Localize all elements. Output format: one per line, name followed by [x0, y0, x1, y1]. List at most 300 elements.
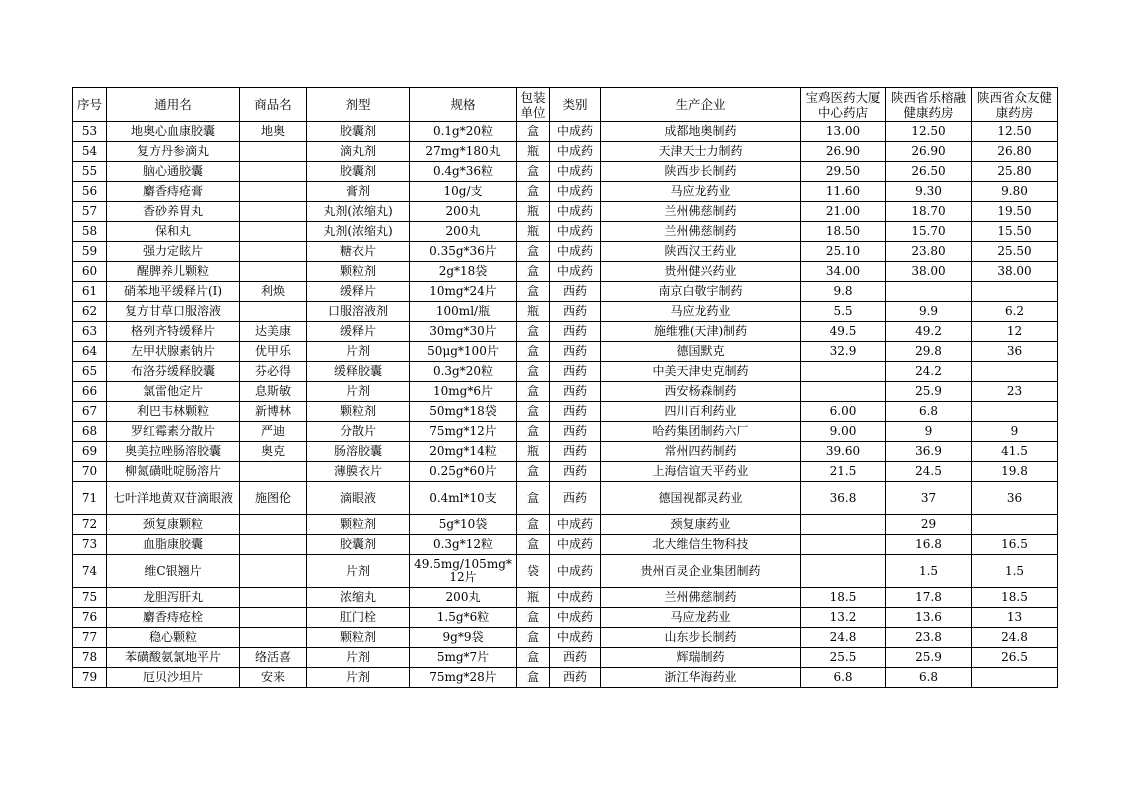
cell-category: 西药 — [550, 302, 601, 322]
cell-price-baoji: 9.8 — [801, 282, 886, 302]
cell-price-baoji: 18.5 — [801, 588, 886, 608]
cell-price-lerongrong: 38.00 — [886, 262, 972, 282]
col-header-specification: 规格 — [410, 88, 517, 122]
cell-price-zhongyou: 13 — [972, 608, 1058, 628]
cell-price-lerongrong: 24.5 — [886, 462, 972, 482]
cell-specification: 5g*10袋 — [410, 515, 517, 535]
cell-price-baoji: 5.5 — [801, 302, 886, 322]
cell-category: 中成药 — [550, 162, 601, 182]
cell-price-zhongyou: 36 — [972, 482, 1058, 515]
cell-dosage-form: 缓释片 — [307, 322, 410, 342]
cell-price-lerongrong: 25.9 — [886, 382, 972, 402]
cell-price-baoji: 11.60 — [801, 182, 886, 202]
cell-brand-name — [240, 608, 307, 628]
cell-category: 西药 — [550, 668, 601, 688]
price-table — [72, 87, 1058, 688]
cell-brand-name: 达美康 — [240, 322, 307, 342]
cell-price-zhongyou — [972, 668, 1058, 688]
cell-dosage-form: 片剂 — [307, 382, 410, 402]
cell-index: 76 — [73, 608, 107, 628]
table-row — [73, 342, 1058, 362]
cell-price-baoji: 13.2 — [801, 608, 886, 628]
cell-category: 中成药 — [550, 142, 601, 162]
cell-generic-name: 醒脾养儿颗粒 — [107, 262, 240, 282]
cell-brand-name — [240, 162, 307, 182]
cell-price-zhongyou: 9.80 — [972, 182, 1058, 202]
cell-package-unit: 盒 — [517, 402, 550, 422]
cell-specification: 0.3g*20粒 — [410, 362, 517, 382]
cell-manufacturer: 德国视都灵药业 — [601, 482, 801, 515]
table-row — [73, 648, 1058, 668]
table-row — [73, 608, 1058, 628]
cell-price-lerongrong: 24.2 — [886, 362, 972, 382]
cell-price-baoji: 18.50 — [801, 222, 886, 242]
cell-price-lerongrong: 29.8 — [886, 342, 972, 362]
cell-generic-name: 龙胆泻肝丸 — [107, 588, 240, 608]
table-row — [73, 302, 1058, 322]
cell-specification: 200丸 — [410, 202, 517, 222]
table-row — [73, 382, 1058, 402]
cell-price-zhongyou: 41.5 — [972, 442, 1058, 462]
col-header-pharmacy-lerongrong: 陕西省乐榕融健康药房 — [886, 88, 972, 122]
cell-brand-name: 奥克 — [240, 442, 307, 462]
cell-price-zhongyou: 25.50 — [972, 242, 1058, 262]
cell-manufacturer: 山东步长制药 — [601, 628, 801, 648]
cell-price-zhongyou: 12 — [972, 322, 1058, 342]
col-header-dosage-form: 剂型 — [307, 88, 410, 122]
cell-manufacturer: 南京白敬宇制药 — [601, 282, 801, 302]
table-row — [73, 462, 1058, 482]
cell-dosage-form: 胶囊剂 — [307, 122, 410, 142]
cell-category: 西药 — [550, 648, 601, 668]
cell-brand-name: 新博林 — [240, 402, 307, 422]
cell-specification: 1.5g*6粒 — [410, 608, 517, 628]
cell-manufacturer: 兰州佛慈制药 — [601, 222, 801, 242]
cell-index: 70 — [73, 462, 107, 482]
cell-manufacturer: 马应龙药业 — [601, 608, 801, 628]
cell-index: 63 — [73, 322, 107, 342]
cell-package-unit: 盒 — [517, 462, 550, 482]
cell-index: 74 — [73, 555, 107, 588]
cell-category: 中成药 — [550, 262, 601, 282]
cell-price-lerongrong: 16.8 — [886, 535, 972, 555]
cell-price-zhongyou: 12.50 — [972, 122, 1058, 142]
table-row — [73, 482, 1058, 515]
cell-dosage-form: 片剂 — [307, 342, 410, 362]
cell-price-zhongyou: 25.80 — [972, 162, 1058, 182]
cell-index: 69 — [73, 442, 107, 462]
cell-manufacturer: 兰州佛慈制药 — [601, 202, 801, 222]
cell-package-unit: 盒 — [517, 322, 550, 342]
cell-package-unit: 瓶 — [517, 588, 550, 608]
table-row — [73, 402, 1058, 422]
cell-dosage-form: 薄膜衣片 — [307, 462, 410, 482]
col-header-brand-name: 商品名 — [240, 88, 307, 122]
cell-index: 77 — [73, 628, 107, 648]
cell-generic-name: 麝香痔疮膏 — [107, 182, 240, 202]
cell-generic-name: 苯磺酸氨氯地平片 — [107, 648, 240, 668]
cell-price-lerongrong: 26.90 — [886, 142, 972, 162]
table-row — [73, 628, 1058, 648]
cell-price-baoji: 25.5 — [801, 648, 886, 668]
table-row — [73, 122, 1058, 142]
cell-brand-name — [240, 302, 307, 322]
cell-index: 58 — [73, 222, 107, 242]
cell-brand-name: 芬必得 — [240, 362, 307, 382]
cell-price-lerongrong: 6.8 — [886, 668, 972, 688]
cell-price-lerongrong: 1.5 — [886, 555, 972, 588]
cell-generic-name: 氯雷他定片 — [107, 382, 240, 402]
cell-category: 西药 — [550, 362, 601, 382]
cell-price-lerongrong: 49.2 — [886, 322, 972, 342]
cell-package-unit: 盒 — [517, 648, 550, 668]
cell-specification: 10mg*24片 — [410, 282, 517, 302]
cell-specification: 0.4ml*10支 — [410, 482, 517, 515]
cell-specification: 9g*9袋 — [410, 628, 517, 648]
cell-dosage-form: 丸剂(浓缩丸) — [307, 202, 410, 222]
cell-brand-name — [240, 628, 307, 648]
cell-generic-name: 颈复康颗粒 — [107, 515, 240, 535]
cell-price-baoji: 21.5 — [801, 462, 886, 482]
cell-price-zhongyou: 18.5 — [972, 588, 1058, 608]
cell-specification: 100ml/瓶 — [410, 302, 517, 322]
cell-generic-name: 厄贝沙坦片 — [107, 668, 240, 688]
cell-brand-name: 利焕 — [240, 282, 307, 302]
cell-dosage-form: 颗粒剂 — [307, 262, 410, 282]
cell-manufacturer: 施维雅(天津)制药 — [601, 322, 801, 342]
cell-specification: 2g*18袋 — [410, 262, 517, 282]
header-row — [73, 88, 1058, 122]
cell-package-unit: 盒 — [517, 342, 550, 362]
cell-dosage-form: 肠溶胶囊 — [307, 442, 410, 462]
cell-price-lerongrong: 6.8 — [886, 402, 972, 422]
cell-category: 中成药 — [550, 628, 601, 648]
cell-manufacturer: 浙江华海药业 — [601, 668, 801, 688]
cell-category: 中成药 — [550, 555, 601, 588]
col-header-category: 类别 — [550, 88, 601, 122]
cell-index: 66 — [73, 382, 107, 402]
cell-price-baoji: 9.00 — [801, 422, 886, 442]
table-row — [73, 262, 1058, 282]
cell-category: 中成药 — [550, 608, 601, 628]
cell-package-unit: 瓶 — [517, 222, 550, 242]
cell-dosage-form: 糖衣片 — [307, 242, 410, 262]
cell-manufacturer: 马应龙药业 — [601, 182, 801, 202]
cell-manufacturer: 西安杨森制药 — [601, 382, 801, 402]
table-row — [73, 515, 1058, 535]
cell-dosage-form: 滴丸剂 — [307, 142, 410, 162]
cell-dosage-form: 颗粒剂 — [307, 515, 410, 535]
col-header-pharmacy-zhongyou: 陕西省众友健康药房 — [972, 88, 1058, 122]
cell-brand-name — [240, 535, 307, 555]
cell-price-baoji: 32.9 — [801, 342, 886, 362]
cell-brand-name — [240, 588, 307, 608]
cell-generic-name: 脑心通胶囊 — [107, 162, 240, 182]
cell-manufacturer: 颈复康药业 — [601, 515, 801, 535]
col-header-index: 序号 — [73, 88, 107, 122]
cell-price-lerongrong — [886, 282, 972, 302]
cell-category: 西药 — [550, 462, 601, 482]
cell-price-zhongyou: 26.80 — [972, 142, 1058, 162]
cell-specification: 0.25g*60片 — [410, 462, 517, 482]
cell-generic-name: 罗红霉素分散片 — [107, 422, 240, 442]
cell-package-unit: 盒 — [517, 515, 550, 535]
cell-dosage-form: 肛门栓 — [307, 608, 410, 628]
cell-price-lerongrong: 9.30 — [886, 182, 972, 202]
cell-brand-name: 安来 — [240, 668, 307, 688]
cell-index: 65 — [73, 362, 107, 382]
cell-dosage-form: 颗粒剂 — [307, 402, 410, 422]
cell-price-baoji: 34.00 — [801, 262, 886, 282]
cell-dosage-form: 口服溶液剂 — [307, 302, 410, 322]
cell-price-zhongyou: 19.50 — [972, 202, 1058, 222]
table-row — [73, 442, 1058, 462]
cell-price-zhongyou — [972, 402, 1058, 422]
cell-package-unit: 盒 — [517, 122, 550, 142]
cell-price-baoji — [801, 535, 886, 555]
cell-package-unit: 盒 — [517, 482, 550, 515]
cell-category: 中成药 — [550, 182, 601, 202]
cell-index: 71 — [73, 482, 107, 515]
cell-price-baoji — [801, 362, 886, 382]
cell-generic-name: 稳心颗粒 — [107, 628, 240, 648]
cell-generic-name: 硝苯地平缓释片(Ⅰ) — [107, 282, 240, 302]
cell-manufacturer: 天津天士力制药 — [601, 142, 801, 162]
table-row — [73, 668, 1058, 688]
cell-price-lerongrong: 26.50 — [886, 162, 972, 182]
cell-brand-name: 络活喜 — [240, 648, 307, 668]
cell-price-baoji: 6.00 — [801, 402, 886, 422]
cell-generic-name: 保和丸 — [107, 222, 240, 242]
cell-dosage-form: 缓释胶囊 — [307, 362, 410, 382]
cell-manufacturer: 哈药集团制药六厂 — [601, 422, 801, 442]
cell-package-unit: 盒 — [517, 242, 550, 262]
cell-price-lerongrong: 12.50 — [886, 122, 972, 142]
cell-brand-name: 息斯敏 — [240, 382, 307, 402]
cell-price-zhongyou: 26.5 — [972, 648, 1058, 668]
cell-brand-name — [240, 515, 307, 535]
cell-generic-name: 香砂养胃丸 — [107, 202, 240, 222]
cell-index: 56 — [73, 182, 107, 202]
cell-price-baoji: 25.10 — [801, 242, 886, 262]
cell-manufacturer: 辉瑞制药 — [601, 648, 801, 668]
cell-package-unit: 盒 — [517, 162, 550, 182]
cell-package-unit: 盒 — [517, 262, 550, 282]
cell-brand-name — [240, 142, 307, 162]
cell-price-zhongyou — [972, 282, 1058, 302]
cell-specification: 49.5mg/105mg*12片 — [410, 555, 517, 588]
cell-specification: 75mg*12片 — [410, 422, 517, 442]
cell-price-lerongrong: 25.9 — [886, 648, 972, 668]
cell-specification: 0.3g*12粒 — [410, 535, 517, 555]
cell-price-zhongyou: 9 — [972, 422, 1058, 442]
cell-dosage-form: 缓释片 — [307, 282, 410, 302]
table-row — [73, 362, 1058, 382]
cell-index: 72 — [73, 515, 107, 535]
cell-specification: 10g/支 — [410, 182, 517, 202]
cell-package-unit: 瓶 — [517, 142, 550, 162]
cell-category: 中成药 — [550, 122, 601, 142]
cell-dosage-form: 颗粒剂 — [307, 628, 410, 648]
cell-generic-name: 复方甘草口服溶液 — [107, 302, 240, 322]
cell-category: 西药 — [550, 422, 601, 442]
cell-category: 中成药 — [550, 535, 601, 555]
cell-price-baoji: 39.60 — [801, 442, 886, 462]
cell-price-lerongrong: 9 — [886, 422, 972, 442]
cell-category: 西药 — [550, 482, 601, 515]
cell-package-unit: 盒 — [517, 382, 550, 402]
cell-brand-name — [240, 262, 307, 282]
cell-price-zhongyou: 38.00 — [972, 262, 1058, 282]
cell-brand-name — [240, 182, 307, 202]
cell-category: 西药 — [550, 402, 601, 422]
cell-dosage-form: 丸剂(浓缩丸) — [307, 222, 410, 242]
cell-specification: 30mg*30片 — [410, 322, 517, 342]
cell-index: 59 — [73, 242, 107, 262]
cell-price-lerongrong: 13.6 — [886, 608, 972, 628]
cell-generic-name: 格列齐特缓释片 — [107, 322, 240, 342]
cell-manufacturer: 中美天津史克制药 — [601, 362, 801, 382]
cell-index: 62 — [73, 302, 107, 322]
cell-manufacturer: 马应龙药业 — [601, 302, 801, 322]
cell-price-zhongyou: 19.8 — [972, 462, 1058, 482]
cell-price-baoji — [801, 515, 886, 535]
cell-brand-name — [240, 462, 307, 482]
cell-brand-name — [240, 555, 307, 588]
cell-category: 西药 — [550, 282, 601, 302]
cell-specification: 50mg*18袋 — [410, 402, 517, 422]
col-header-generic-name: 通用名 — [107, 88, 240, 122]
cell-index: 55 — [73, 162, 107, 182]
cell-generic-name: 布洛芬缓释胶囊 — [107, 362, 240, 382]
cell-brand-name: 严迪 — [240, 422, 307, 442]
cell-index: 67 — [73, 402, 107, 422]
cell-price-baoji: 13.00 — [801, 122, 886, 142]
cell-price-baoji: 24.8 — [801, 628, 886, 648]
table-row — [73, 202, 1058, 222]
cell-price-lerongrong: 23.80 — [886, 242, 972, 262]
cell-specification: 0.1g*20粒 — [410, 122, 517, 142]
cell-brand-name — [240, 202, 307, 222]
cell-index: 61 — [73, 282, 107, 302]
cell-price-baoji: 26.90 — [801, 142, 886, 162]
cell-manufacturer: 常州四药制药 — [601, 442, 801, 462]
cell-specification: 0.35g*36片 — [410, 242, 517, 262]
cell-manufacturer: 陕西步长制药 — [601, 162, 801, 182]
cell-package-unit: 盒 — [517, 282, 550, 302]
cell-category: 西药 — [550, 342, 601, 362]
cell-price-zhongyou — [972, 362, 1058, 382]
cell-price-lerongrong: 37 — [886, 482, 972, 515]
cell-generic-name: 复方丹参滴丸 — [107, 142, 240, 162]
table-row — [73, 182, 1058, 202]
cell-index: 78 — [73, 648, 107, 668]
cell-dosage-form: 片剂 — [307, 555, 410, 588]
cell-category: 中成药 — [550, 588, 601, 608]
cell-index: 60 — [73, 262, 107, 282]
cell-price-lerongrong: 29 — [886, 515, 972, 535]
cell-specification: 20mg*14粒 — [410, 442, 517, 462]
col-header-manufacturer: 生产企业 — [601, 88, 801, 122]
cell-specification: 200丸 — [410, 588, 517, 608]
cell-price-baoji: 49.5 — [801, 322, 886, 342]
cell-manufacturer: 贵州健兴药业 — [601, 262, 801, 282]
table-row — [73, 282, 1058, 302]
cell-brand-name: 地奥 — [240, 122, 307, 142]
cell-generic-name: 强力定眩片 — [107, 242, 240, 262]
cell-price-lerongrong: 17.8 — [886, 588, 972, 608]
cell-manufacturer: 贵州百灵企业集团制药 — [601, 555, 801, 588]
cell-index: 73 — [73, 535, 107, 555]
cell-dosage-form: 分散片 — [307, 422, 410, 442]
cell-specification: 5mg*7片 — [410, 648, 517, 668]
cell-manufacturer: 四川百利药业 — [601, 402, 801, 422]
cell-price-baoji: 29.50 — [801, 162, 886, 182]
table-row — [73, 535, 1058, 555]
cell-package-unit: 盒 — [517, 422, 550, 442]
cell-manufacturer: 成都地奥制药 — [601, 122, 801, 142]
cell-manufacturer: 兰州佛慈制药 — [601, 588, 801, 608]
table-row — [73, 222, 1058, 242]
cell-package-unit: 瓶 — [517, 202, 550, 222]
cell-index: 53 — [73, 122, 107, 142]
cell-manufacturer: 上海信谊天平药业 — [601, 462, 801, 482]
cell-specification: 50μg*100片 — [410, 342, 517, 362]
cell-dosage-form: 滴眼液 — [307, 482, 410, 515]
cell-dosage-form: 胶囊剂 — [307, 535, 410, 555]
cell-specification: 27mg*180丸 — [410, 142, 517, 162]
cell-package-unit: 瓶 — [517, 302, 550, 322]
cell-package-unit: 盒 — [517, 362, 550, 382]
cell-price-zhongyou — [972, 515, 1058, 535]
cell-category: 中成药 — [550, 515, 601, 535]
cell-category: 中成药 — [550, 242, 601, 262]
cell-specification: 200丸 — [410, 222, 517, 242]
cell-specification: 10mg*6片 — [410, 382, 517, 402]
cell-price-zhongyou: 36 — [972, 342, 1058, 362]
cell-price-lerongrong: 18.70 — [886, 202, 972, 222]
table-row — [73, 588, 1058, 608]
cell-price-baoji — [801, 382, 886, 402]
cell-category: 中成药 — [550, 202, 601, 222]
cell-specification: 75mg*28片 — [410, 668, 517, 688]
cell-package-unit: 盒 — [517, 628, 550, 648]
cell-dosage-form: 片剂 — [307, 648, 410, 668]
cell-price-baoji: 6.8 — [801, 668, 886, 688]
cell-brand-name — [240, 242, 307, 262]
table-row — [73, 242, 1058, 262]
cell-brand-name: 施图伦 — [240, 482, 307, 515]
price-table-sheet — [72, 87, 1058, 688]
cell-price-zhongyou: 6.2 — [972, 302, 1058, 322]
cell-price-baoji — [801, 555, 886, 588]
cell-manufacturer: 德国默克 — [601, 342, 801, 362]
cell-generic-name: 维C银翘片 — [107, 555, 240, 588]
cell-index: 75 — [73, 588, 107, 608]
cell-category: 西药 — [550, 442, 601, 462]
cell-price-zhongyou: 15.50 — [972, 222, 1058, 242]
col-header-pharmacy-baoji: 宝鸡医药大厦中心药店 — [801, 88, 886, 122]
cell-index: 68 — [73, 422, 107, 442]
cell-generic-name: 左甲状腺素钠片 — [107, 342, 240, 362]
cell-package-unit: 盒 — [517, 668, 550, 688]
cell-generic-name: 地奥心血康胶囊 — [107, 122, 240, 142]
cell-price-zhongyou: 16.5 — [972, 535, 1058, 555]
cell-generic-name: 血脂康胶囊 — [107, 535, 240, 555]
cell-package-unit: 瓶 — [517, 442, 550, 462]
cell-package-unit: 袋 — [517, 555, 550, 588]
cell-manufacturer: 陕西汉王药业 — [601, 242, 801, 262]
